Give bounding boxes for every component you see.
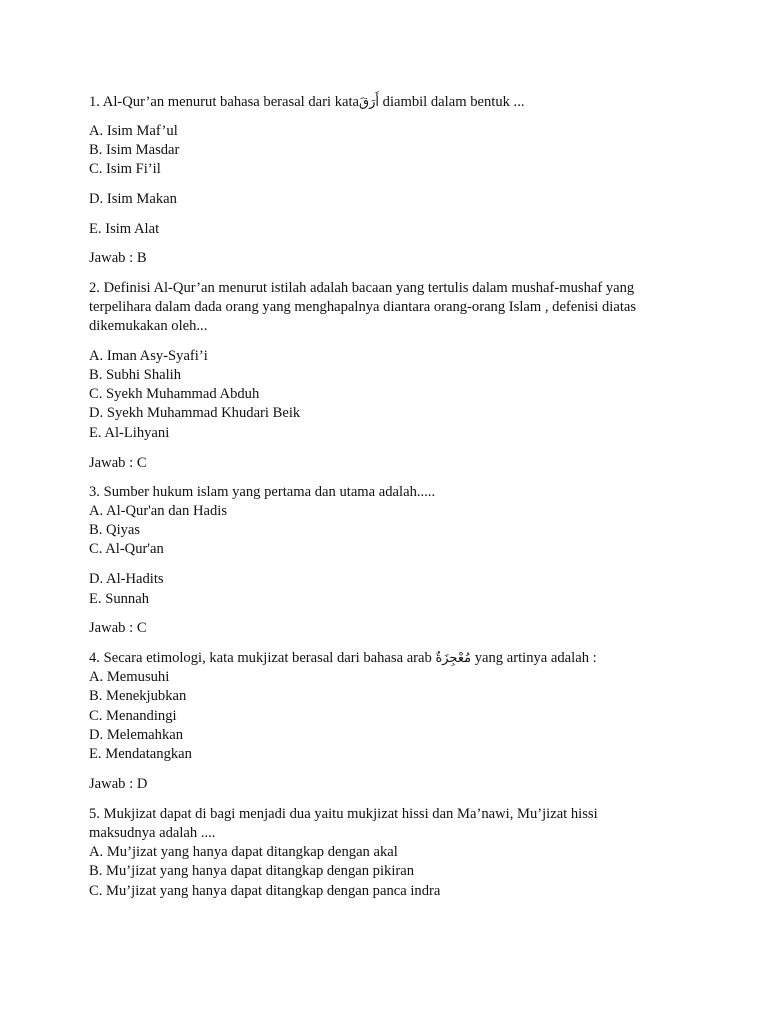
- question-2-line-2: terpelihara dalam dada orang yang menghapalnya diantara orang-orang Islam , defenisi diatas: [89, 299, 637, 315]
- q3-answer: Jawab : C: [89, 620, 147, 636]
- q3-option-c: C. Al-Qur'an: [89, 541, 164, 557]
- q4-option-e: E. Mendatangkan: [89, 746, 192, 762]
- question-4-text: [89, 649, 597, 668]
- q3-option-a: A. Al-Qur'an dan Hadis: [89, 503, 227, 519]
- q4-option-a: A. Memusuhi: [89, 669, 170, 685]
- q4-option-d: D. Melemahkan: [89, 727, 184, 743]
- q5-option-a: A. Mu’jizat yang hanya dapat ditangkap dengan akal: [89, 844, 398, 860]
- question-4-part-2: yang artinya adalah :: [471, 650, 597, 666]
- q1-answer: Jawab : B: [89, 250, 147, 266]
- question-2-line-1: 2. Definisi Al-Qur’an menurut istilah adalah bacaan yang tertulis dalam mushaf-mushaf yang: [89, 280, 635, 296]
- question-1-text: [89, 93, 525, 112]
- question-2-line-3: dikemukakan oleh...: [89, 318, 208, 334]
- q2-option-d: D. Syekh Muhammad Khudari Beik: [89, 405, 301, 421]
- arabic-word-4: مُعْجِزَةٌ: [435, 651, 472, 666]
- q4-answer: Jawab : D: [89, 776, 148, 792]
- q2-option-c: C. Syekh Muhammad Abduh: [89, 386, 260, 402]
- q1-option-a: A. Isim Maf’ul: [89, 123, 178, 139]
- q2-option-a: A. Iman Asy-Syafi’i: [89, 348, 208, 364]
- q3-option-d: D. Al-Hadits: [89, 571, 164, 587]
- q4-option-b: B. Menekjubkan: [89, 688, 187, 704]
- question-5-line-2: maksudnya adalah ....: [89, 825, 216, 841]
- question-3-text: 3. Sumber hukum islam yang pertama dan utama adalah.....: [89, 484, 436, 500]
- question-1-part-2: diambil dalam bentuk ...: [379, 94, 525, 110]
- q3-option-b: B. Qiyas: [89, 522, 141, 538]
- arabic-word-1: أَرَقَ: [359, 95, 379, 110]
- question-1-part-1: 1. Al-Qur’an menurut bahasa berasal dari kata: [89, 94, 360, 110]
- q1-option-c: C. Isim Fi’il: [89, 161, 161, 177]
- q1-option-d: D. Isim Makan: [89, 191, 177, 207]
- q2-option-b: B. Subhi Shalih: [89, 367, 182, 383]
- question-5-line-1: 5. Mukjizat dapat di bagi menjadi dua yaitu mukjizat hissi dan Ma’nawi, Mu’jizat hissi: [89, 806, 598, 822]
- q3-option-e: E. Sunnah: [89, 591, 149, 607]
- q1-option-e: E. Isim Alat: [89, 221, 160, 237]
- q5-option-c: C. Mu’jizat yang hanya dapat ditangkap dengan panca indra: [89, 883, 441, 899]
- q5-option-b: B. Mu’jizat yang hanya dapat ditangkap dengan pikiran: [89, 863, 415, 879]
- q4-option-c: C. Menandingi: [89, 708, 177, 724]
- q2-answer: Jawab : C: [89, 455, 147, 471]
- q2-option-e: E. Al-Lihyani: [89, 425, 170, 441]
- q1-option-b: B. Isim Masdar: [89, 142, 180, 158]
- question-4-part-1: 4. Secara etimologi, kata mukjizat berasal dari bahasa arab: [89, 650, 436, 666]
